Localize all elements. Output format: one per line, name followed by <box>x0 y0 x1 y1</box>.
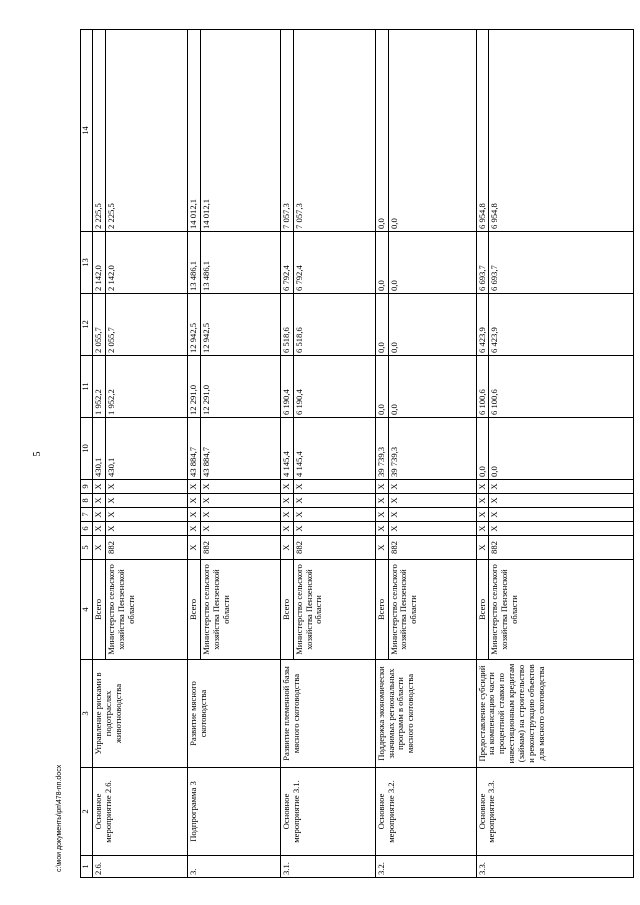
code-cell: Х <box>200 522 280 536</box>
code-cell: Х <box>200 508 280 522</box>
code-cell: Х <box>280 522 293 536</box>
executor-cell: Министерство сельского хозяйства Пензенской области <box>293 560 375 660</box>
amount-cell: 0,0 <box>375 294 388 356</box>
amount-cell: 6 792,4 <box>280 232 293 294</box>
code-cell: Х <box>105 480 187 494</box>
col-number-cell: 13 <box>81 232 93 294</box>
executor-cell: Всего <box>476 560 489 660</box>
amount-cell: 6 100,6 <box>476 356 489 418</box>
amount-cell: 2 225,5 <box>105 30 187 232</box>
code-cell: Х <box>93 536 106 560</box>
amount-cell: 430,1 <box>105 418 187 480</box>
col-number-cell: 11 <box>81 356 93 418</box>
table-row-total <box>187 30 200 878</box>
measure-name-cell: Основное мероприятие 2.6. <box>93 768 188 856</box>
table-row-total <box>280 30 293 878</box>
code-cell: Х <box>105 508 187 522</box>
amount-cell: 6 693,7 <box>476 232 489 294</box>
executor-cell: Министерство сельского хозяйства Пензенской области <box>489 560 634 660</box>
code-cell: Х <box>280 536 293 560</box>
executor-cell: Министерство сельского хозяйства Пензенской области <box>388 560 476 660</box>
budget-table <box>80 29 634 878</box>
table-wrapper <box>80 30 612 878</box>
code-cell: Х <box>187 522 200 536</box>
amount-cell: 12 291,0 <box>200 356 280 418</box>
amount-cell: 12 291,0 <box>187 356 200 418</box>
col-number-cell: 12 <box>81 294 93 356</box>
amount-cell: 14 012,1 <box>187 30 200 232</box>
amount-cell: 6 954,8 <box>476 30 489 232</box>
amount-cell: 6 954,8 <box>489 30 634 232</box>
amount-cell: 7 057,3 <box>280 30 293 232</box>
code-cell: Х <box>187 480 200 494</box>
amount-cell: 6 190,4 <box>280 356 293 418</box>
executor-cell: Всего <box>93 560 106 660</box>
amount-cell: 0,0 <box>388 232 476 294</box>
code-cell: Х <box>93 508 106 522</box>
code-cell: Х <box>375 480 388 494</box>
amount-cell: 12 942,5 <box>187 294 200 356</box>
amount-cell: 2 142,0 <box>93 232 106 294</box>
code-cell: Х <box>187 494 200 508</box>
row-number-cell: 3.1. <box>280 856 375 878</box>
amount-cell: 6 190,4 <box>293 356 375 418</box>
code-cell: Х <box>105 494 187 508</box>
amount-cell: 6 423,9 <box>489 294 634 356</box>
col-number-cell: 10 <box>81 418 93 480</box>
code-cell: Х <box>293 480 375 494</box>
row-number-cell: 3.2. <box>375 856 476 878</box>
col-number-cell: 8 <box>81 494 93 508</box>
code-cell: Х <box>187 536 200 560</box>
code-cell: Х <box>388 494 476 508</box>
table-row-total <box>476 30 489 878</box>
code-cell: Х <box>388 508 476 522</box>
amount-cell: 6 423,9 <box>476 294 489 356</box>
amount-cell: 1 952,2 <box>105 356 187 418</box>
amount-cell: 43 884,7 <box>187 418 200 480</box>
amount-cell: 39 739,3 <box>375 418 388 480</box>
code-cell: Х <box>375 522 388 536</box>
amount-cell: 2 055,7 <box>105 294 187 356</box>
amount-cell: 4 145,4 <box>280 418 293 480</box>
amount-cell: 39 739,3 <box>388 418 476 480</box>
code-cell: Х <box>280 508 293 522</box>
code-cell: Х <box>489 508 634 522</box>
executor-cell: Министерство сельского хозяйства Пензенской области <box>105 560 187 660</box>
measure-name-cell: Подпрограмма 3 <box>187 768 280 856</box>
amount-cell: 12 942,5 <box>200 294 280 356</box>
code-cell: Х <box>293 522 375 536</box>
measure-description-cell: Развитие племенной базы мясного скотоводства <box>280 660 375 768</box>
footer-file-path: c:\мои документы\рп\478-пп.docx <box>56 764 63 872</box>
col-number-cell: 3 <box>81 660 93 768</box>
rotated-table-container <box>80 30 612 878</box>
code-cell: 882 <box>293 536 375 560</box>
code-cell: Х <box>388 480 476 494</box>
measure-description-cell: Развитие мясного скотоводства <box>187 660 280 768</box>
code-cell: Х <box>476 494 489 508</box>
code-cell: Х <box>293 494 375 508</box>
amount-cell: 43 884,7 <box>200 418 280 480</box>
code-cell: Х <box>375 494 388 508</box>
row-number-cell: 3. <box>187 856 280 878</box>
measure-description-cell: Поддержка экономически значимых региональных программ в области мясного скотоводства <box>375 660 476 768</box>
code-cell: Х <box>375 508 388 522</box>
col-number-cell: 2 <box>81 768 93 856</box>
code-cell: Х <box>105 522 187 536</box>
table-row-total <box>375 30 388 878</box>
amount-cell: 0,0 <box>375 30 388 232</box>
code-cell: 882 <box>105 536 187 560</box>
amount-cell: 6 100,6 <box>489 356 634 418</box>
measure-description-cell: Управление рисками в подотраслях животноводства <box>93 660 188 768</box>
col-number-cell: 5 <box>81 536 93 560</box>
amount-cell: 0,0 <box>476 418 489 480</box>
code-cell: Х <box>375 536 388 560</box>
amount-cell: 6 792,4 <box>293 232 375 294</box>
amount-cell: 0,0 <box>375 232 388 294</box>
page-number: 5 <box>32 451 43 457</box>
code-cell: Х <box>476 508 489 522</box>
measure-name-cell: Основное мероприятие 3.3. <box>476 768 634 856</box>
amount-cell: 430,1 <box>93 418 106 480</box>
code-cell: Х <box>388 522 476 536</box>
amount-cell: 6 518,6 <box>280 294 293 356</box>
code-cell: Х <box>93 480 106 494</box>
amount-cell: 6 518,6 <box>293 294 375 356</box>
code-cell: Х <box>476 480 489 494</box>
code-cell: Х <box>489 494 634 508</box>
amount-cell: 2 225,5 <box>93 30 106 232</box>
amount-cell: 14 012,1 <box>200 30 280 232</box>
executor-cell: Министерство сельского хозяйства Пензенской области <box>200 560 280 660</box>
code-cell: Х <box>200 480 280 494</box>
amount-cell: 0,0 <box>388 294 476 356</box>
col-number-cell: 7 <box>81 508 93 522</box>
amount-cell: 4 145,4 <box>293 418 375 480</box>
amount-cell: 7 057,3 <box>293 30 375 232</box>
col-number-cell: 6 <box>81 522 93 536</box>
code-cell: Х <box>476 536 489 560</box>
code-cell: Х <box>489 480 634 494</box>
code-cell: Х <box>200 494 280 508</box>
executor-cell: Всего <box>280 560 293 660</box>
amount-cell: 1 952,2 <box>93 356 106 418</box>
col-number-cell: 14 <box>81 30 93 232</box>
code-cell: Х <box>293 508 375 522</box>
col-number-cell: 4 <box>81 560 93 660</box>
row-number-cell: 3.3. <box>476 856 634 878</box>
executor-cell: Всего <box>375 560 388 660</box>
executor-cell: Всего <box>187 560 200 660</box>
code-cell: Х <box>93 522 106 536</box>
amount-cell: 2 055,7 <box>93 294 106 356</box>
amount-cell: 0,0 <box>375 356 388 418</box>
code-cell: Х <box>489 522 634 536</box>
measure-name-cell: Основное мероприятие 3.1. <box>280 768 375 856</box>
amount-cell: 2 142,0 <box>105 232 187 294</box>
code-cell: Х <box>187 508 200 522</box>
code-cell: Х <box>476 522 489 536</box>
amount-cell: 6 693,7 <box>489 232 634 294</box>
code-cell: 882 <box>388 536 476 560</box>
amount-cell: 0,0 <box>489 418 634 480</box>
column-number-row <box>81 30 93 878</box>
measure-description-cell: Предоставление субсидий на компенсацию части процентной ставки по инвестиционным кредитам (займам) на строительство и реконструкцию объектов для мясного скотоводства <box>476 660 634 768</box>
row-number-cell: 2.6. <box>93 856 188 878</box>
code-cell: Х <box>280 480 293 494</box>
amount-cell: 0,0 <box>388 30 476 232</box>
amount-cell: 13 486,1 <box>187 232 200 294</box>
code-cell: 882 <box>489 536 634 560</box>
code-cell: Х <box>93 494 106 508</box>
table-row-total <box>93 30 106 878</box>
code-cell: Х <box>280 494 293 508</box>
amount-cell: 0,0 <box>388 356 476 418</box>
col-number-cell: 1 <box>81 856 93 878</box>
amount-cell: 13 486,1 <box>200 232 280 294</box>
measure-name-cell: Основное мероприятие 3.2. <box>375 768 476 856</box>
code-cell: 882 <box>200 536 280 560</box>
col-number-cell: 9 <box>81 480 93 494</box>
